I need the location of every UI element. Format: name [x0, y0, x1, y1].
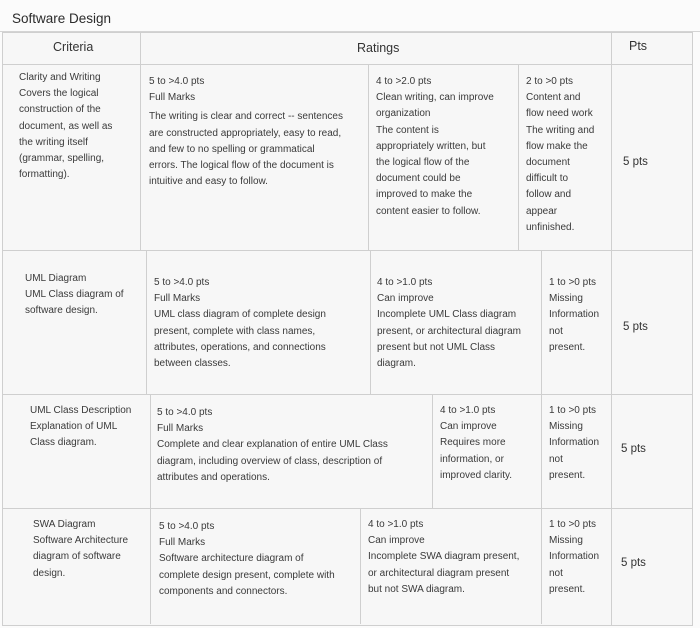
points-value: 5 pts [621, 443, 646, 455]
ratings-header: Ratings [357, 41, 400, 55]
page-title: Software Design [12, 11, 112, 26]
row-divider [2, 508, 692, 509]
criterion-description: UML Diagram UML Class diagram of software design. [25, 273, 124, 317]
points-value: 5 pts [621, 557, 646, 569]
rating-full-marks[interactable]: 5 to >4.0 pts Full Marks UML class diagram of complete design present, complete with class names, attributes, operations, and connections between classes. [154, 277, 326, 370]
points-value: 5 pts [623, 321, 648, 333]
row-divider [2, 394, 692, 395]
points-column-divider [611, 32, 612, 625]
rating-full-marks[interactable]: 5 to >4.0 pts Full Marks Software architecture diagram of complete design present, complete with components and connectors. [159, 521, 335, 597]
rating-full-marks[interactable]: 5 to >4.0 pts Full Marks The writing is clear and correct -- sentences are constructed appropriately, easy to read, and few to no spelling or grammatical errors. The logical flow of the document is intuitive and easy to follow. [149, 76, 343, 188]
rating-can-improve[interactable]: 4 to >2.0 pts Clean writing, can improve organization The content is appropriately written, but the logical flow of the document could be improved to make the content easier to follow. [376, 76, 494, 217]
rating-can-improve[interactable]: 4 to >1.0 pts Can improve Incomplete SWA diagram present, or architectural diagram present but not SWA diagram. [368, 519, 520, 595]
rating-can-improve[interactable]: 4 to >1.0 pts Can improve Incomplete UML Class diagram present, or architectural diagram present but not UML Class diagram. [377, 277, 521, 370]
header-divider [2, 64, 692, 65]
points-header: Pts [629, 39, 648, 53]
criteria-header: Criteria [53, 40, 94, 54]
rating-needs-work[interactable]: 2 to >0 pts Content and flow need work The writing and flow make the document difficult to follow and appear unfinished. [526, 76, 595, 233]
rating-missing[interactable]: 1 to >0 pts Missing Information not present. [549, 405, 600, 481]
rating-can-improve[interactable]: 4 to >1.0 pts Can improve Requires more information, or improved clarity. [440, 405, 513, 481]
rating-missing[interactable]: 1 to >0 pts Missing Information not present. [549, 277, 600, 353]
header-divider-vertical [140, 32, 141, 64]
criterion-description: SWA Diagram Software Architecture diagram of software design. [33, 519, 129, 579]
rating-full-marks[interactable]: 5 to >4.0 pts Full Marks Complete and clear explanation of entire UML Class diagram, including overview of class, description of attributes and operations. [157, 407, 388, 483]
points-value: 5 pts [623, 156, 648, 168]
criterion-description: Clarity and Writing Covers the logical construction of the document, as well as the writing itself (grammar, spelling, formatting). [19, 72, 113, 181]
row-divider [2, 250, 692, 251]
rating-missing[interactable]: 1 to >0 pts Missing Information not present. [549, 519, 600, 595]
criterion-description: UML Class Description Explanation of UML Class diagram. [30, 405, 132, 449]
